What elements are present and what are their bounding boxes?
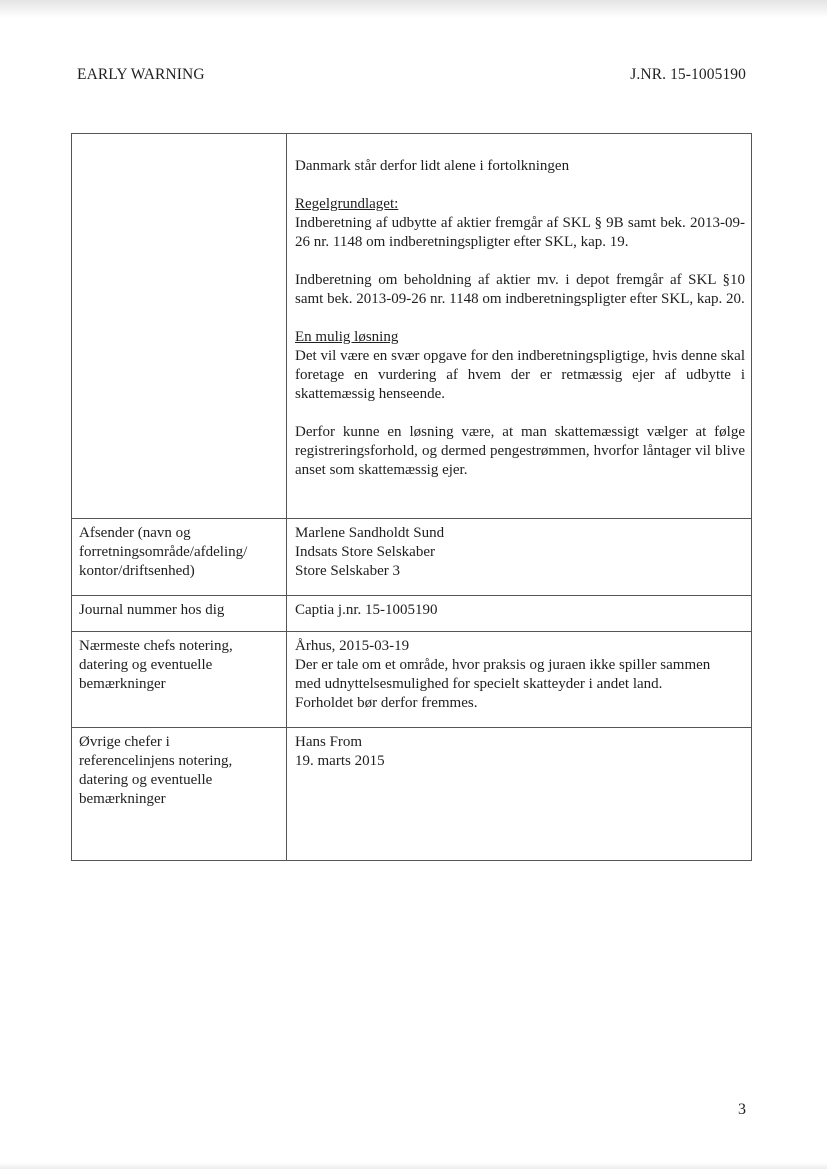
table-row (72, 519, 752, 596)
manager-note-line: med udnyttelsesmulighed for specielt skatteyder i andet land. (295, 676, 663, 692)
sender-unit: Indsats Store Selskaber (295, 544, 435, 560)
label-line: datering og eventuelle (79, 657, 213, 673)
other-managers-label (72, 728, 287, 861)
journal-number: J.NR. 15-1005190 (630, 66, 746, 83)
paragraph: Derfor kunne en løsning være, at man skattemæssigt vælger at følge registreringsforhold, og dermed pengestrømmen, hvorfor låntager vil blive anset som skattemæssig ejer. (295, 424, 745, 478)
manager-label (72, 632, 287, 728)
section-heading-regelgrundlaget: Regelgrundlaget: (295, 196, 399, 212)
table-row (72, 632, 752, 728)
table-row (72, 596, 752, 632)
scan-edge-top (0, 0, 827, 18)
sender-label (72, 519, 287, 596)
manager-note-line: Der er tale om et område, hvor praksis og juraen ikke spiller sammen (295, 657, 711, 673)
label-line: bemærkninger (79, 676, 166, 692)
label-line: Øvrige chefer i (79, 734, 170, 750)
notification-form-table (71, 133, 752, 861)
document-title: EARLY WARNING (77, 66, 205, 83)
label-line: bemærkninger (79, 791, 166, 807)
assessment-text-cell (287, 134, 752, 519)
other-managers-value (287, 728, 752, 861)
section-heading-solution: En mulig løsning (295, 329, 399, 345)
sender-subunit: Store Selskaber 3 (295, 563, 400, 579)
page-number: 3 (738, 1101, 746, 1118)
scan-edge-bottom (0, 1163, 827, 1169)
label-line: forretningsområde/afdeling/ (79, 544, 248, 560)
label-line: kontor/driftsenhed) (79, 563, 195, 579)
paragraph: Indberetning af udbytte af aktier fremgår af SKL § 9B samt bek. 2013-09-26 nr. 1148 om indberetningspligter efter SKL, kap. 19. (295, 215, 745, 250)
journal-label: Journal nummer hos dig (72, 596, 287, 632)
table-row (72, 134, 752, 519)
other-manager-name: Hans From (295, 734, 363, 750)
paragraph: Det vil være en svær opgave for den indberetningspligtige, hvis denne skal foretage en vurdering af hvem der er retmæssig ejer af udbytte i skattemæssig henseende. (295, 348, 745, 402)
journal-value: Captia j.nr. 15-1005190 (287, 596, 752, 632)
manager-date: Århus, 2015-03-19 (295, 638, 410, 654)
paragraph: Indberetning om beholdning af aktier mv. i depot fremgår af SKL §10 samt bek. 2013-09-26 nr. 1148 om indberetningspligter efter SKL, kap. 20. (295, 272, 745, 307)
sender-name: Marlene Sandholdt Sund (295, 525, 445, 541)
intro-paragraph: Danmark står derfor lidt alene i fortolkningen (295, 158, 570, 174)
label-line: Nærmeste chefs notering, (79, 638, 233, 654)
manager-note-line: Forholdet bør derfor fremmes. (295, 695, 478, 711)
sender-value (287, 519, 752, 596)
label-line: datering og eventuelle (79, 772, 213, 788)
other-manager-date: 19. marts 2015 (295, 753, 385, 769)
label-line: Afsender (navn og (79, 525, 191, 541)
label-line: referencelinjens notering, (79, 753, 233, 769)
table-row (72, 728, 752, 861)
empty-label-cell (72, 134, 287, 519)
manager-value (287, 632, 752, 728)
